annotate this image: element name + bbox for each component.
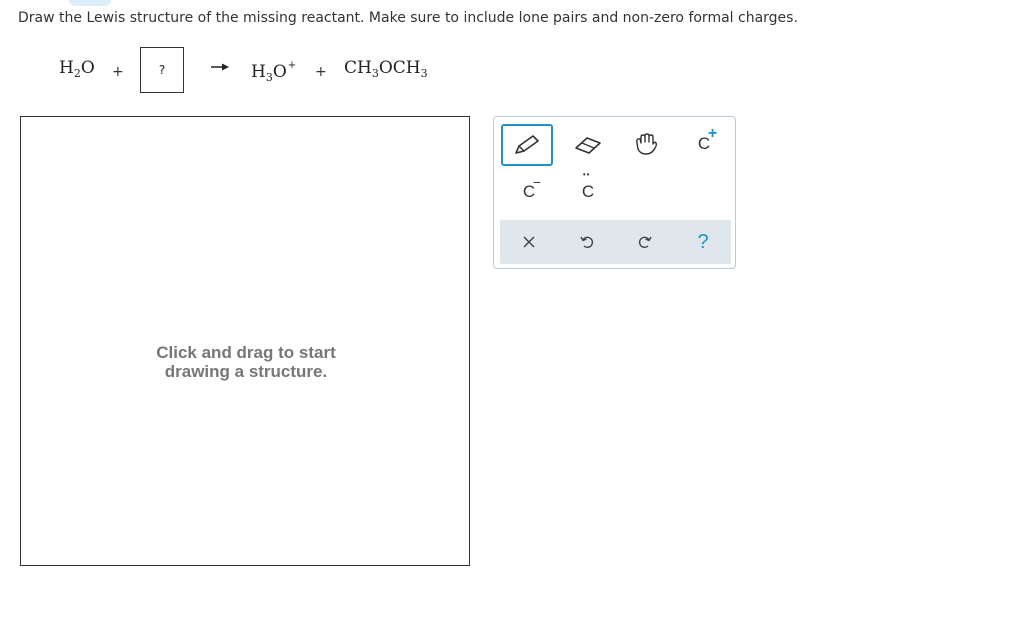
drawing-canvas[interactable] <box>20 116 470 566</box>
canvas-hint-line: Click and drag to start <box>156 343 336 362</box>
hand-tool-button[interactable] <box>621 127 671 163</box>
undo-button[interactable] <box>558 220 616 264</box>
product-hydronium: $H_3O^+$ <box>251 60 297 84</box>
clear-button[interactable] <box>500 220 558 264</box>
plus-sign: + <box>112 64 124 80</box>
eraser-tool-button[interactable] <box>563 127 613 163</box>
eraser-icon <box>573 135 603 155</box>
help-button[interactable] <box>674 220 732 264</box>
help-icon: ? <box>697 230 709 253</box>
lone-pair-tool-button[interactable] <box>563 170 613 211</box>
negative-charge-icon: C − <box>522 174 542 201</box>
redo-button[interactable] <box>616 220 674 264</box>
positive-charge-icon: C + <box>697 125 718 153</box>
plus-sign: + <box>315 64 327 80</box>
canvas-hint <box>21 343 471 381</box>
question-instruction: Draw the Lewis structure of the missing reactant. Make sure to include lone pairs and non-zero formal charges. <box>18 10 798 26</box>
drawing-toolbar <box>493 116 736 269</box>
reaction-arrow-icon <box>211 62 229 72</box>
missing-reactant-placeholder: ? <box>158 63 166 77</box>
undo-icon <box>579 234 595 250</box>
reactant-water: $H_2O$ <box>59 58 95 80</box>
top-tab-indicator <box>69 0 111 6</box>
negative-charge-tool-button[interactable] <box>504 173 554 211</box>
product-dimethyl-ether: $CH_3OCH_3$ <box>344 58 428 80</box>
missing-reactant-box[interactable] <box>140 47 184 93</box>
canvas-hint-line: drawing a structure. <box>164 362 328 381</box>
pencil-icon <box>512 133 542 157</box>
redo-icon <box>637 234 653 250</box>
hand-icon <box>632 133 660 157</box>
positive-charge-tool-button[interactable] <box>679 125 729 163</box>
lone-pair-icon: C •• <box>581 170 595 201</box>
pencil-tool-button[interactable] <box>501 124 553 166</box>
clear-icon <box>522 235 536 249</box>
action-bar <box>500 220 731 264</box>
